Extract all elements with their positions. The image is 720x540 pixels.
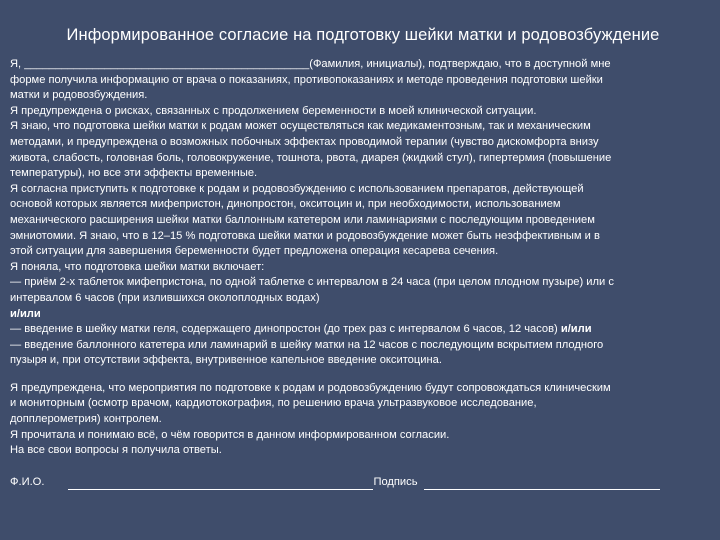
document-body — [10, 57, 710, 459]
text-line: На все свои вопросы я получила ответы. — [10, 444, 222, 457]
signature-label: Подпись — [373, 475, 418, 488]
text-line: основой которых является мифепристон, динопростон, окситоцин и, при необходимости, использованием — [10, 198, 561, 211]
text-line: и мониторным (осмотр врачом, кардиотокография, по решению врача ультразвуковое исследование, — [10, 397, 537, 410]
text-line: форме получила информацию от врача о показаниях, противопоказаниях и методе проведения подготовки шейки — [10, 73, 603, 86]
text-line: механического расширения шейки матки баллонным катетером или ламинариями с последующим проведением — [10, 213, 595, 226]
text-line: живота, слабость, головная боль, головокружение, тошнота, рвота, диарея (жидкий стул), гипертермия (повышение — [10, 151, 612, 164]
text-line: эмниотомии. Я знаю, что в 12–15 % подготовка шейки матки и родовозбуждение может быть неэффективным и в — [10, 229, 600, 242]
text-line: — введение баллонного катетера или ламинарий в шейку матки на 12 часов с последующим вскрытием плодного — [10, 338, 604, 351]
text-line: интервалом 6 часов (при излившихся околоплодных водах) — [10, 291, 320, 304]
fio-label: Ф.И.О. — [10, 475, 45, 488]
text-line: Я поняла, что подготовка шейки матки включает: — [10, 260, 265, 273]
paragraph-gap — [10, 369, 710, 381]
text-line: Я согласна приступить к подготовке к родам и родовозбуждению с использованием препаратов, действующей — [10, 182, 584, 195]
text-line: допплерометрия) контролем. — [10, 413, 162, 426]
text-line: пузыря и, при отсутствии эффекта, внутривенное капельное введение окситоцина. — [10, 354, 442, 367]
gel-text: — введение в шейку матки геля, содержащего динопростон (до трех раз с интервалом 6 часов, 12 часов) — [10, 323, 558, 336]
text-line-gel — [10, 322, 710, 338]
or-conjunction: и/или — [10, 307, 41, 320]
text-line: этой ситуации для завершения беременности будет предложена операция кесарева сечения. — [10, 245, 499, 258]
fio-blank-line[interactable] — [68, 477, 373, 490]
text-line: Я предупреждена, что мероприятия по подготовке к родам и родовозбуждению будут сопровождаться клиническим — [10, 381, 611, 394]
text-line: Я знаю, что подготовка шейки матки к родам может осуществляться как медикаментозным, так и механическим — [10, 120, 591, 133]
or-conjunction-inline: и/или — [560, 323, 592, 336]
text-line: температуры), но все эти эффекты временные. — [10, 167, 258, 180]
text-line: — приём 2-х таблеток мифепристона, по одной таблетке с интервалом в 24 часа (при целом плодном пузыре) или с — [10, 276, 614, 289]
text-line: матки и родовозбуждения. — [10, 89, 148, 102]
text-line: Я предупреждена о рисках, связанных с продолжением беременности в моей клинической ситуации. — [10, 104, 537, 117]
text-line: методами, и предупреждена о возможных побочных эффектах проводимой терапии (чувство дискомфорта внизу — [10, 135, 599, 148]
text-line: Я, ______________________________________________(Фамилия, инициалы), подтверждаю, что в доступной мне — [10, 58, 611, 70]
document-title: Информированное согласие на подготовку шейки матки и родовозбуждение — [66, 26, 660, 44]
text-line: Я прочитала и понимаю всё, о чём говорится в данном информированном согласии. — [10, 428, 450, 441]
signature-row — [10, 475, 710, 491]
signature-blank-line[interactable] — [424, 477, 660, 490]
